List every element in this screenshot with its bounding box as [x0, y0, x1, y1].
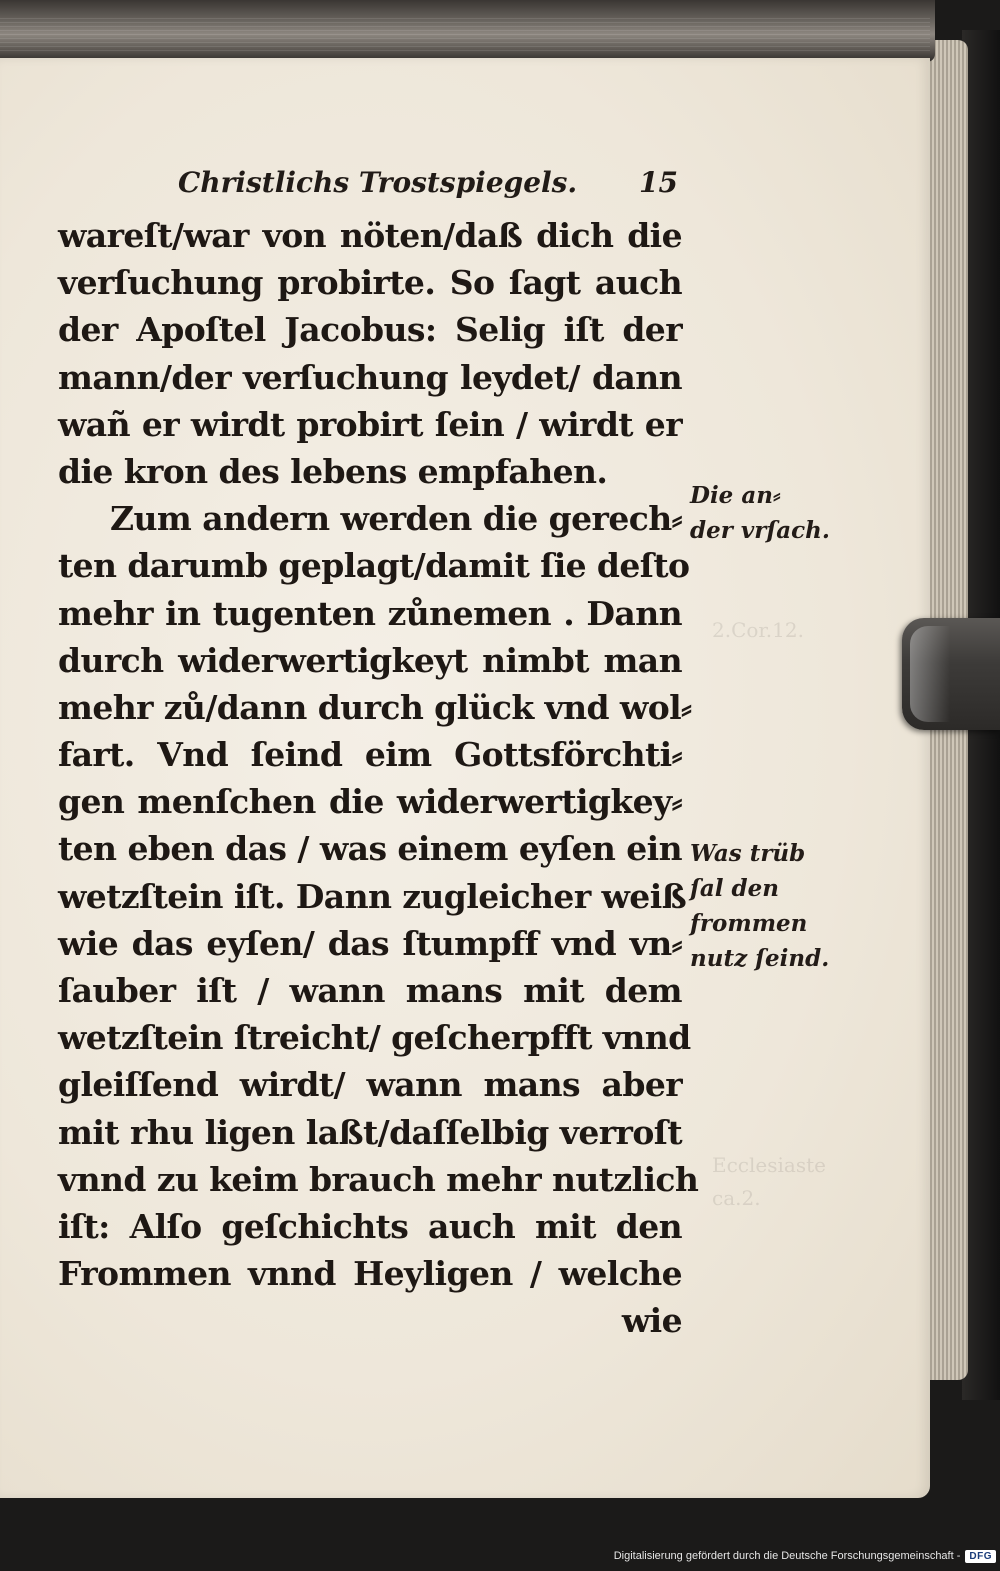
text-line: Zum andern werden die gerech⸗	[110, 499, 682, 539]
running-head	[178, 166, 678, 210]
text-line: ten eben das / was einem eyſen ein	[58, 829, 682, 869]
running-head-title: Christlichs Trostspiegels.	[178, 166, 578, 199]
text-line: wetzſtein ſtreicht/ geſcherpfft vnnd	[58, 1018, 691, 1058]
text-line: gen menſchen die widerwertigkey⸗	[58, 782, 682, 822]
text-line: mann/der verſuchung leydet/ dann	[58, 357, 682, 397]
text-line: wañ er wirdt probirt ſein / wirdt er	[58, 404, 682, 444]
show-through-text: Ecclesiaste	[712, 1153, 826, 1177]
text-line: iſt: Alſo geſchichts auch mit den	[58, 1206, 682, 1246]
dfg-logo: DFG	[965, 1550, 996, 1563]
page-clip-highlight	[910, 626, 950, 722]
digitization-credit	[614, 1547, 996, 1565]
margin-note-line: nutz ſeind.	[690, 945, 830, 972]
text-line: vnnd zu keim brauch mehr nutzlich	[58, 1159, 699, 1199]
catchword: wie	[621, 1301, 682, 1341]
text-line: fart. Vnd ſeind eim Gottsförchti⸗	[58, 735, 682, 775]
text-line: mit rhu ligen laßt/daſſelbig verroſt	[58, 1112, 682, 1152]
book-top-edge	[0, 0, 935, 62]
text-line: gleiſſend wirdt/ wann mans aber	[58, 1065, 682, 1105]
page-stack-lines	[0, 18, 930, 54]
margin-note-line: Die an⸗	[690, 482, 781, 509]
margin-note-tribulation	[690, 836, 829, 976]
margin-note-line: frommen	[690, 910, 808, 937]
text-line: durch widerwertigkeyt nimbt man	[58, 640, 682, 680]
text-line: wie das eyſen/ das ſtumpff vnd vn⸗	[58, 923, 682, 963]
body-text	[58, 212, 699, 1345]
text-line: wareſt/war von nöten/daß dich die	[58, 216, 682, 255]
margin-note-line: der vrſach.	[690, 517, 830, 544]
show-through-text: ca.2.	[712, 1186, 761, 1210]
text-line: wetzſtein iſt. Dann zugleicher weiß	[58, 876, 687, 916]
text-line: mehr in tugenten zůnemen . Dann	[58, 593, 682, 633]
text-line: ſauber iſt / wann mans mit dem	[58, 971, 682, 1010]
text-line: verſuchung probirte. So ſagt auch	[58, 263, 682, 303]
page-number: 15	[639, 166, 678, 199]
margin-note-cause	[690, 478, 830, 548]
credit-text: Digitalisierung gefördert durch die Deutsche Forschungsgemeinschaft -	[613, 1550, 961, 1562]
text-line: mehr zů/dann durch glück vnd wol⸗	[58, 687, 692, 727]
text-line: ten darumb geplagt/damit ſie deſto	[58, 546, 690, 586]
margin-note-line: ſal den	[690, 875, 779, 902]
text-line: die kron des lebens empfahen.	[58, 451, 608, 491]
text-line: der Apoſtel Jacobus: Selig iſt der	[58, 310, 682, 350]
text-line: Frommen vnnd Heyligen / welche	[58, 1254, 682, 1294]
show-through-text: 2.Cor.12.	[712, 618, 804, 642]
margin-note-line: Was trüb	[690, 840, 806, 867]
